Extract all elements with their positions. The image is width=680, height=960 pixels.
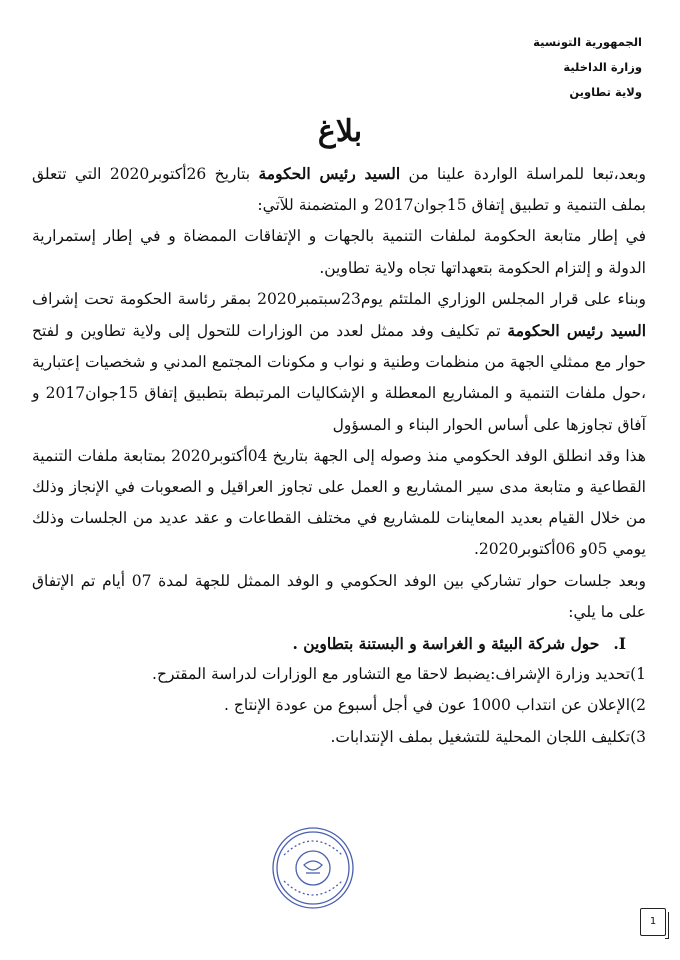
- paragraph-5: وبعد جلسات حوار تشاركي بين الوفد الحكومي و الوفد الممثل للجهة لمدة 07 أيام تم الإتفاق على ما يلي:: [32, 571, 646, 621]
- letterhead-ministry: وزارة الداخلية: [563, 60, 642, 74]
- paragraph-1-bold: السيد رئيس الحكومة: [258, 164, 401, 183]
- letterhead-governorate: ولاية تطاوين: [569, 85, 642, 99]
- official-stamp-icon: [270, 825, 356, 911]
- page-number: 1: [640, 908, 666, 936]
- paragraph-3: [32, 284, 646, 441]
- section-number: I.: [613, 634, 626, 654]
- list-item: 2)الإعلان عن انتداب 1000 عون في أجل أسبوع من عودة الإنتاج .: [224, 696, 646, 715]
- section-heading: [32, 628, 626, 659]
- paragraph-2: في إطار متابعة الحكومة لملفات التنمية بالجهات و الإتفاقات الممضاة و في إطار إستمرارية الدولة و إلتزام الحكومة بتعهداتها تجاه ولاية تطاوين.: [32, 227, 646, 277]
- paragraph-1-text-a: وبعد،تبعا للمراسلة الواردة علينا من: [400, 165, 646, 183]
- paragraph-3-text-c: تم تكليف وفد ممثل لعدد من الوزارات للتحول إلى ولاية تطاوين و لفتح حوار مع ممثلي الجهة من منظمات وطنية و نواب و مكونات المجتمع المدني و شخصيات إعتبارية ،حول ملفات التنمية و المشاريع المعطلة و الإشكاليات المرتبطة بتطبيق إتفاق 15جوان2017 و آفاق تجاوزها على أساس الحوار البناء و المسؤول: [32, 322, 646, 434]
- paragraph-4: هذا وقد انطلق الوفد الحكومي منذ وصوله إلى الجهة بتاريخ 04أكتوبر2020 بمتابعة ملفات التنمية القطاعية و متابعة مدى سير المشاريع و العمل على تجاوز العراقيل و الصعوبات في الإنجاز وذلك من خلال القيام بعديد المعاينات للمشاريع في مختلف القطاعات و عقد عديد من الجلسات وذلك يومي 05و 06أكتوبر2020.: [32, 446, 646, 559]
- letterhead-republic: الجمهورية التونسية: [533, 35, 642, 49]
- paragraph-1: [32, 158, 646, 221]
- section-heading-text: حول شركة البيئة و الغراسة و البستنة بتطاوين .: [292, 634, 600, 654]
- list-item: 1)تحديد وزارة الإشراف:يضبط لاحقا مع التشاور مع الوزارات لدراسة المقترح.: [152, 665, 646, 684]
- document-title: بلاغ: [317, 114, 363, 149]
- paragraph-3-text-a: وبناء على قرار المجلس الوزاري الملتئم يوم23سبتمبر2020 بمقر رئاسة الحكومة تحت إشراف: [32, 289, 646, 308]
- document-body: [32, 158, 646, 753]
- letterhead: [533, 30, 642, 105]
- paragraph-3-bold: السيد رئيس الحكومة: [507, 321, 647, 341]
- list-item: 3)تكليف اللجان المحلية للتشغيل بملف الإنتدابات.: [330, 727, 646, 746]
- paragraph-1-text-c: بتاريخ 26أكتوبر2020 التي تتعلق بملف التنمية و تطبيق إتفاق 15جوان2017 و المتضمنة للآتي:: [32, 165, 646, 215]
